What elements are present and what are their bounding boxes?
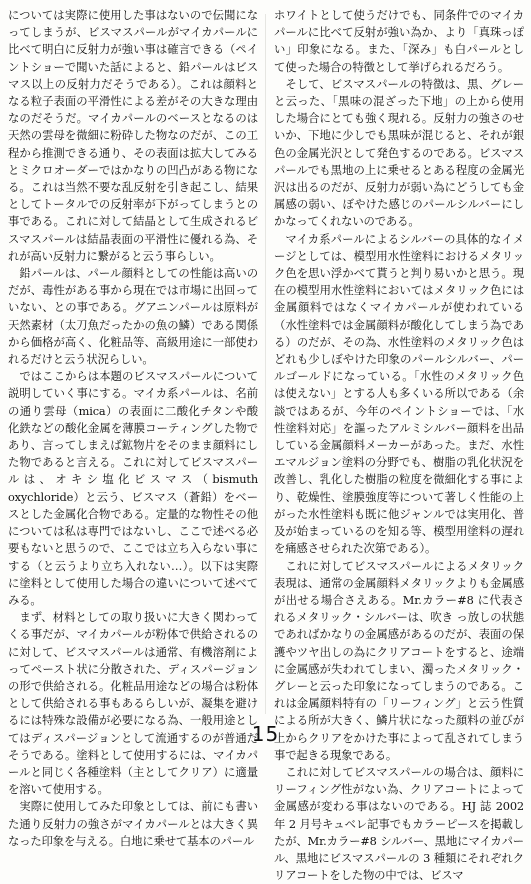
- left-text-column: [8, 7, 258, 848]
- paragraph: ホワイトとして使うだけでも、同条件でのマイカパールに比べて反射が強い為か、より「真珠っぽい」印象になる。また、「深み」も白パールとして使った場合の特徴として挙げられるだろう。: [274, 8, 524, 74]
- page-number: 15: [251, 722, 280, 746]
- paragraph: については実際に使用した事はないので伝聞になってしまうが、ビスマスパールがマイカパールに比べて明白に反射力が強い事は確言できる（ペイントショーで聞いた話によると、鉛パールはビスマス以上の反射力だそうである）。これは顔料となる粒子表面の平滑性による差がその大きな理由なのだそうだ。マイカパールのベースとなるのは天然の雲母を微細に粉砕した物なのだが、この工程から推測できる通り、その表面は拡大してみるとミクロオーダーではかなりの凹凸がある物になる。これは当然不要な乱反射を引き起こし、結果としてトータルでの反射率が下がってしまうとの事である。これに対して結晶として生成されるビスマスパールは結晶表面の平滑性に優れる為、それが高い反射力に繋がると云う事らしい。: [8, 8, 258, 263]
- right-text-column: [274, 7, 524, 883]
- paragraph: これに対してビスマスパールの場合は、顔料にリーフィング性がない為、クリアコートによって金属感が変わる事はないのである。HJ 誌 2002 年 2 月号キュベレ記事でもカラーピースを掲載したが、Mr.カラー#8 シルバー、黒地にマイカパール、黒地にビスマスパールの 3 種類にそれぞれクリアコートをした物の中では、ビスマ: [274, 764, 524, 883]
- paragraph: ではここからは本題のビスマスパールについて説明していく事にする。マイカ系パールは、名前の通り雲母（mica）の表面に二酸化チタンや酸化鉄などの酸化金属を薄膜コーティングした物であり、言ってしまえば鉱物片をそのまま顔料にした物であると言える。これに対してビスマスパールは、オキシ塩化ビスマス（bismuth oxychloride）と云う、ビスマス（蒼鉛）をベースとした金属化合物である。定量的な物性その他については私は専門ではないし、ここで述べる必要もないと思うので、ここでは立ち入らない事にする（と云うより立ち入れない…）。以下は実際に塗料として使用した場合の違いについて述べてみる。: [8, 369, 258, 607]
- paragraph: これに対してビスマスパールによるメタリック表現は、通常の金属顔料メタリックよりも金属感が出せる場合さえある。Mr.カラー#8 に代表されるメタリック・シルバーは、吹き っ放しの状態であればかなりの金属感があるのだが、表面の保護やツヤ出しの為にクリアコートをすると、途端に金属感が失われてしまい、濁ったメタリック・グレーと云った印象になってしまうのである。これは金属顔料特有の「リーフィング」と云う性質による所が大きく、鱗片状になった顔料の並びが上からクリアをかけた事によって乱されてしまう事で起きる現象である。: [274, 558, 524, 762]
- paragraph: 実際に使用してみた印象としては、前にも書いた通り反射力の強さがマイカパールとは大きく異なった印象を与える。白地に乗せて基本のパール: [8, 799, 258, 848]
- paragraph: 鉛パールは、パール顔料としての性能は高いのだが、毒性がある事から現在では市場に出回っていない、との事である。グアニンパールは原料が天然素材（太刀魚だったかの魚の鱗）である関係から価格が高く、化粧品等、高級用途に一部使われるだけと云う状況らしい。: [8, 266, 258, 367]
- paragraph: まず、材料としての取り扱いに大きく関わってくる事だが、マイカパールが粉体で供給されるのに対して、ビスマスパールは通常、有機溶剤によってペースト状に分散された、ディスパージョンの形で供給される。化粧品用途などの場合は粉体として供給される事もあるらしいが、凝集を避けるには特殊な設備が必要になる為、一般用途としてはディスパージョンとして流通するのが普通だそうである。塗料として使用するには、マイカパールと同じく各種塗料（主としてクリア）に適量を溶いて使用する。: [8, 610, 258, 797]
- paragraph: そして、ビスマスパールの特徴は、黒、グレーと云った、「黒味の混ざった下地」の上から使用した場合にとても強く現れる。反射力の強さのせいか、下地に少しでも黒味が混じると、それが銀色の金属光沢として発色するのである。ビスマスパールでも黒地の上に乗せるとある程度の金属光沢は出るのだが、反射力が弱い為にどうしても金属感の弱い、ぼやけた感じのパールシルバーにしかなってくれないのである。: [274, 76, 524, 229]
- column-gutter: [265, 14, 266, 714]
- paragraph: マイカ系パールによるシルバーの具体的なイメージとしては、模型用水性塗料におけるメタリック色を思い浮かべて貰うと判り易いかと思う。現在の模型用水性塗料においてはメタリック色には金属顔料ではなくマイカパールが使われている（水性塗料では金属顔料が酸化してしまう為である）のだが、その為、水性塗料のメタリック色はどれも少しぼやけた印象のパールシルバー、パールゴールドになっている。「水性のメタリック色は使えない」とする人も多くいる所以である（余談ではあるが、今年のペイントショーでは、「水性塗料対応」を謳ったアルミシルバー顔料を出品している金属顔料メーカーがあった。まだ、水性エマルジョン塗料の分野でも、樹脂の乳化状況を改善し、乳化した樹脂の粒度を微細化する事により、乾燥性、塗膜強度等について著しく性能の上がった水性塗料も既に他ジャンルでは実用化、普及が始まっているのを知る等、模型用塗料の遅れを痛感させられた次第である）。: [274, 231, 524, 556]
